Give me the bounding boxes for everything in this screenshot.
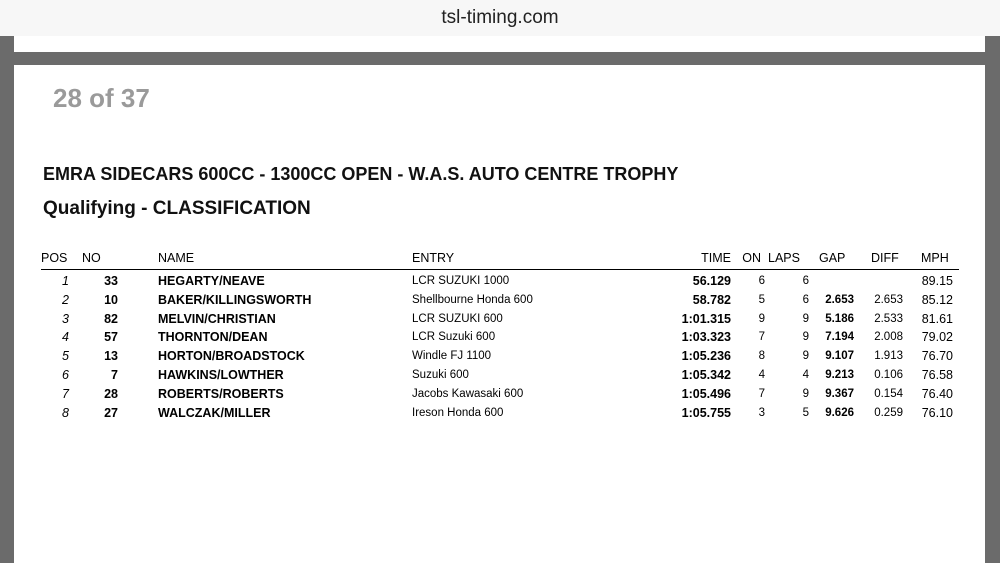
cell-name: WALCZAK/MILLER xyxy=(158,405,271,420)
header-laps: LAPS xyxy=(768,251,800,265)
cell-laps: 9 xyxy=(802,387,809,400)
header-pos: POS xyxy=(41,251,68,265)
cell-entry: LCR SUZUKI 1000 xyxy=(412,275,510,287)
cell-diff: 0.154 xyxy=(874,387,903,400)
cell-name: HORTON/BROADSTOCK xyxy=(158,349,305,364)
cell-diff: 1.913 xyxy=(874,350,903,363)
cell-pos: 4 xyxy=(62,330,69,345)
cell-laps: 4 xyxy=(802,368,809,381)
previous-page xyxy=(14,36,985,52)
cell-time: 1:05.496 xyxy=(681,386,731,401)
cell-entry: LCR SUZUKI 600 xyxy=(412,312,503,325)
header-time: TIME xyxy=(701,251,731,265)
cell-time: 1:01.315 xyxy=(681,311,731,326)
cell-laps: 9 xyxy=(802,350,809,363)
cell-entry: LCR Suzuki 600 xyxy=(412,331,496,344)
cell-on: 8 xyxy=(758,350,765,363)
cell-no: 57 xyxy=(104,330,118,345)
header-entry: ENTRY xyxy=(412,251,455,265)
cell-diff: 2.533 xyxy=(874,312,903,325)
cell-mph: 81.61 xyxy=(921,311,953,326)
cell-mph: 76.70 xyxy=(921,349,953,364)
cell-mph: 79.02 xyxy=(921,330,953,345)
cell-pos: 3 xyxy=(62,311,69,326)
table-row xyxy=(41,366,959,385)
cell-pos: 5 xyxy=(62,349,69,364)
cell-time: 1:05.342 xyxy=(681,367,731,382)
cell-gap: 2.653 xyxy=(825,293,854,306)
session-title: Qualifying - CLASSIFICATION xyxy=(43,198,311,219)
cell-entry: Windle FJ 1100 xyxy=(412,350,492,363)
table-row xyxy=(41,347,959,366)
cell-name: BAKER/KILLINGSWORTH xyxy=(158,292,312,307)
event-title: EMRA SIDECARS 600CC - 1300CC OPEN - W.A.S. AUTO CENTRE TROPHY xyxy=(43,164,679,184)
cell-no: 7 xyxy=(111,367,118,382)
cell-laps: 9 xyxy=(802,312,809,325)
header-on: ON xyxy=(742,251,761,265)
cell-pos: 8 xyxy=(62,405,69,420)
cell-on: 7 xyxy=(758,387,765,400)
cell-no: 33 xyxy=(104,274,118,288)
cell-entry: Shellbourne Honda 600 xyxy=(412,293,533,306)
table-row xyxy=(41,404,959,423)
cell-on: 5 xyxy=(758,293,765,306)
header-no: NO xyxy=(82,251,101,265)
table-row xyxy=(41,272,959,291)
address-bar[interactable] xyxy=(0,0,1000,36)
cell-entry: Jacobs Kawasaki 600 xyxy=(412,387,524,400)
cell-on: 3 xyxy=(758,406,765,419)
pdf-page xyxy=(14,65,985,563)
cell-no: 10 xyxy=(104,292,118,307)
cell-gap: 9.626 xyxy=(825,406,854,419)
cell-diff: 2.008 xyxy=(874,331,903,344)
header-gap: GAP xyxy=(819,251,846,265)
cell-name: HEGARTY/NEAVE xyxy=(158,274,265,288)
cell-mph: 85.12 xyxy=(921,292,953,307)
header-mph: MPH xyxy=(921,251,949,265)
cell-mph: 76.10 xyxy=(921,405,953,420)
cell-no: 82 xyxy=(104,311,118,326)
cell-on: 7 xyxy=(758,331,765,344)
results-table xyxy=(41,249,959,422)
table-row xyxy=(41,385,959,404)
cell-laps: 9 xyxy=(802,331,809,344)
cell-entry: Ireson Honda 600 xyxy=(412,406,504,419)
cell-pos: 1 xyxy=(62,274,69,288)
cell-time: 56.129 xyxy=(692,274,731,288)
cell-time: 1:05.755 xyxy=(681,405,731,420)
cell-gap: 9.367 xyxy=(825,387,854,400)
cell-time: 58.782 xyxy=(692,292,731,307)
cell-gap: 7.194 xyxy=(825,331,854,344)
table-header xyxy=(41,249,959,270)
cell-no: 28 xyxy=(104,386,118,401)
cell-time: 1:03.323 xyxy=(681,330,731,345)
table-row xyxy=(41,310,959,329)
cell-name: ROBERTS/ROBERTS xyxy=(158,386,284,401)
cell-name: HAWKINS/LOWTHER xyxy=(158,367,284,382)
cell-name: MELVIN/CHRISTIAN xyxy=(158,311,276,326)
cell-mph: 76.40 xyxy=(921,386,953,401)
cell-gap: 9.213 xyxy=(825,368,854,381)
cell-on: 4 xyxy=(758,368,765,381)
pdf-viewer[interactable] xyxy=(0,36,1000,563)
cell-pos: 6 xyxy=(62,367,69,382)
cell-laps: 6 xyxy=(802,293,809,306)
cell-laps: 6 xyxy=(802,275,809,287)
cell-gap: 9.107 xyxy=(825,350,854,363)
table-row xyxy=(41,291,959,310)
cell-entry: Suzuki 600 xyxy=(412,368,469,381)
cell-on: 6 xyxy=(758,275,765,287)
cell-no: 13 xyxy=(104,349,118,364)
cell-time: 1:05.236 xyxy=(681,349,731,364)
page-counter: 28 of 37 xyxy=(53,83,150,113)
cell-diff: 2.653 xyxy=(874,293,903,306)
cell-laps: 5 xyxy=(802,406,809,419)
cell-pos: 7 xyxy=(62,386,69,401)
cell-no: 27 xyxy=(104,405,118,420)
url-text[interactable]: tsl-timing.com xyxy=(441,7,559,28)
cell-pos: 2 xyxy=(62,292,69,307)
cell-gap: 5.186 xyxy=(825,312,854,325)
cell-mph: 76.58 xyxy=(921,367,953,382)
cell-diff: 0.106 xyxy=(874,368,903,381)
cell-mph: 89.15 xyxy=(921,274,953,288)
cell-name: THORNTON/DEAN xyxy=(158,330,268,345)
table-row xyxy=(41,328,959,347)
cell-on: 9 xyxy=(758,312,765,325)
header-name: NAME xyxy=(158,251,195,265)
header-diff: DIFF xyxy=(871,251,899,265)
cell-diff: 0.259 xyxy=(874,406,903,419)
